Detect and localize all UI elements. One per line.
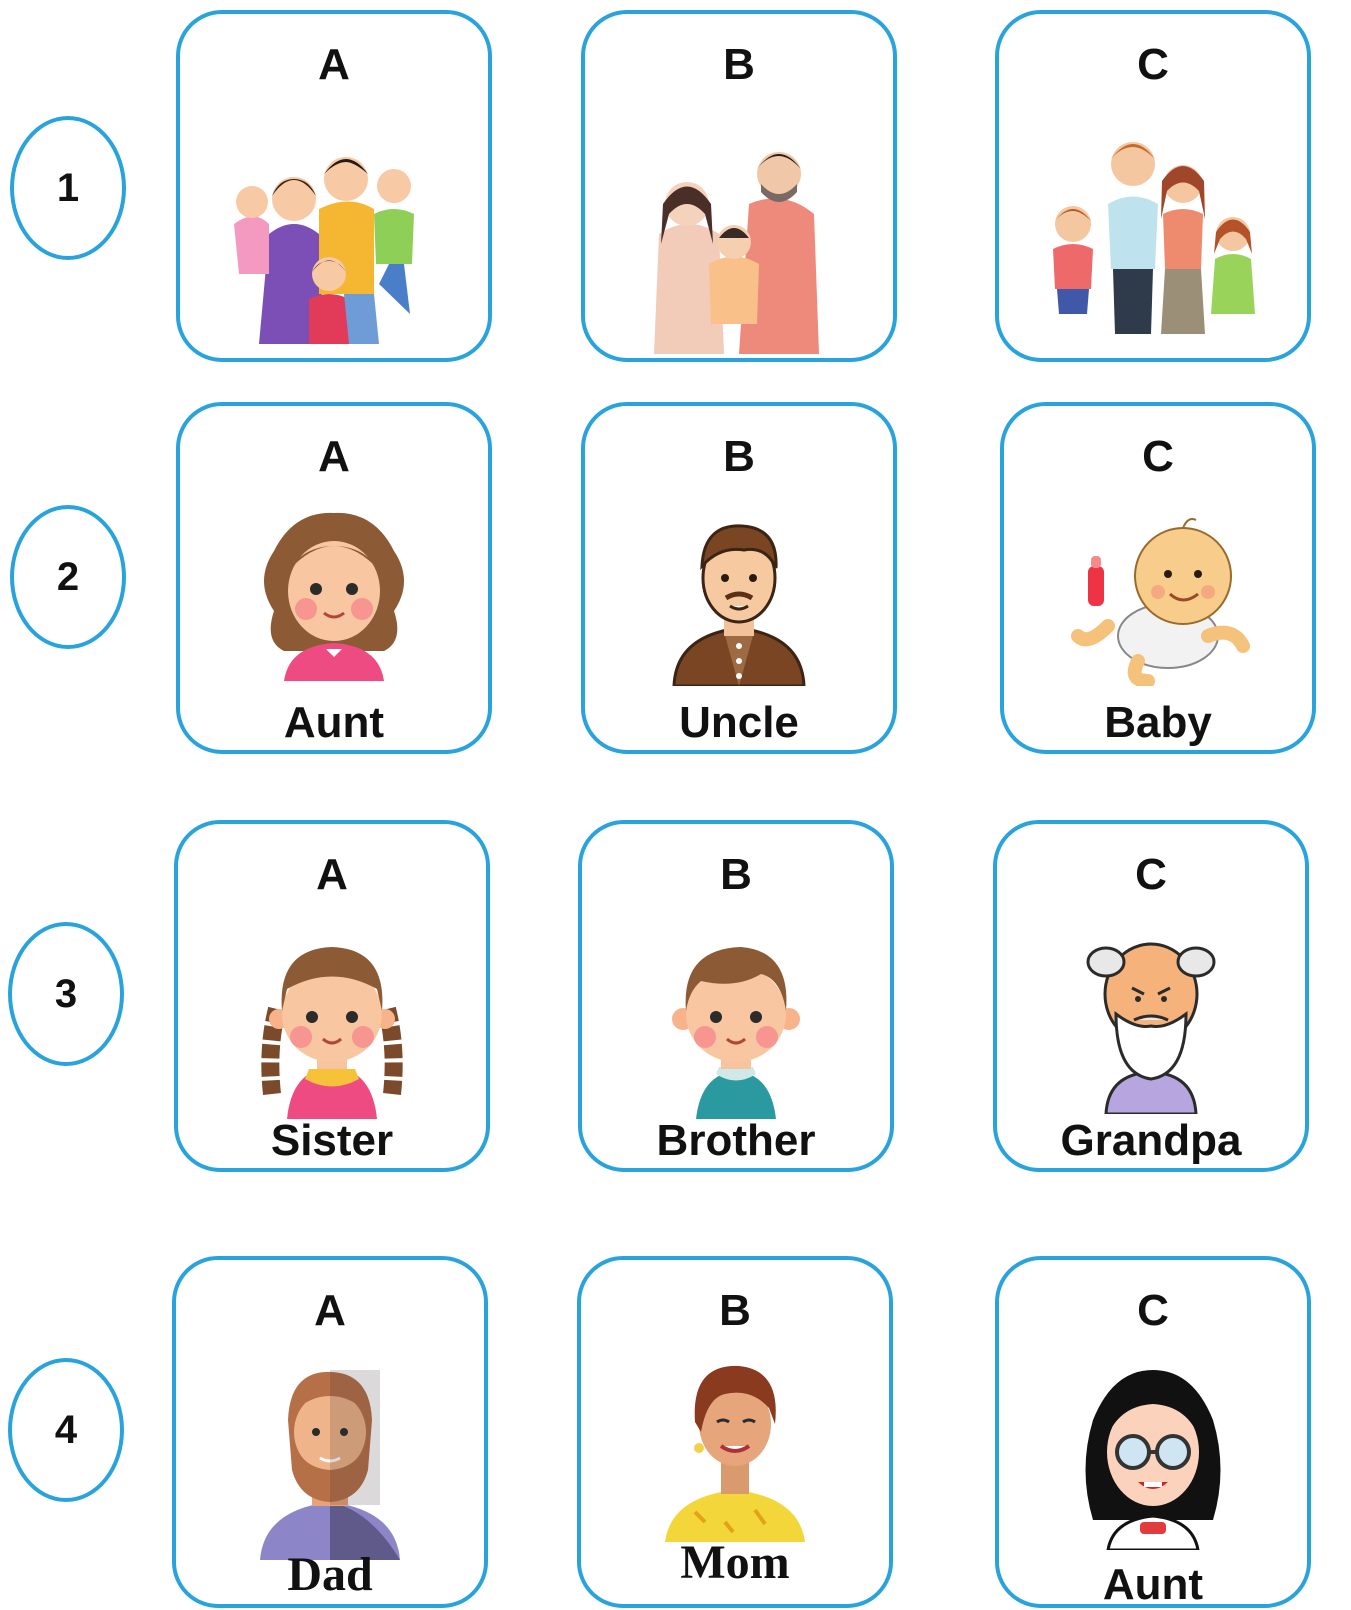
option-card-3a[interactable] — [174, 820, 490, 1172]
question-number: 1 — [10, 116, 126, 260]
option-letter: A — [314, 1286, 346, 1335]
option-word: Mom — [680, 1536, 790, 1589]
uncle-icon — [654, 506, 824, 686]
option-letter: B — [720, 850, 752, 899]
option-word: Uncle — [679, 698, 799, 747]
question-number: 3 — [8, 922, 124, 1066]
option-letter: C — [1135, 850, 1167, 899]
grandpa-icon — [1066, 924, 1236, 1114]
option-letter: A — [316, 850, 348, 899]
option-card-4a[interactable] — [172, 1256, 488, 1608]
option-letter: B — [719, 1286, 751, 1335]
mom-icon — [655, 1352, 815, 1542]
option-card-1a[interactable] — [176, 10, 492, 362]
option-card-2a[interactable] — [176, 402, 492, 754]
option-card-1b[interactable] — [581, 10, 897, 362]
dad-icon — [250, 1360, 410, 1560]
option-letter: A — [318, 432, 350, 481]
option-card-2c[interactable] — [1000, 402, 1316, 754]
option-word: Baby — [1104, 698, 1212, 747]
family-icon — [214, 124, 454, 344]
option-card-1c[interactable] — [995, 10, 1311, 362]
question-number: 2 — [10, 505, 126, 649]
option-word: Aunt — [283, 698, 385, 747]
option-word: Dad — [287, 1548, 373, 1601]
option-letter: C — [1137, 1286, 1169, 1335]
option-word: Sister — [270, 1116, 394, 1165]
option-word: Brother — [656, 1116, 816, 1165]
option-card-2b[interactable] — [581, 402, 897, 754]
option-letter: B — [723, 40, 755, 89]
option-card-4b[interactable] — [577, 1256, 893, 1608]
aunt-icon — [1068, 1360, 1238, 1550]
option-card-3b[interactable] — [578, 820, 894, 1172]
option-card-4c[interactable] — [995, 1256, 1311, 1608]
brother-icon — [641, 919, 831, 1119]
option-letter: B — [723, 432, 755, 481]
aunt-icon — [244, 501, 424, 681]
option-word: Grandpa — [1060, 1116, 1242, 1165]
sister-icon — [237, 919, 427, 1119]
option-word: Aunt — [1102, 1560, 1204, 1608]
baby-icon — [1058, 506, 1258, 686]
family-icon — [1023, 119, 1283, 349]
question-number: 4 — [8, 1358, 124, 1502]
option-letter: A — [318, 40, 350, 89]
option-letter: C — [1137, 40, 1169, 89]
option-letter: C — [1142, 432, 1174, 481]
family-icon — [639, 134, 839, 354]
option-card-3c[interactable] — [993, 820, 1309, 1172]
